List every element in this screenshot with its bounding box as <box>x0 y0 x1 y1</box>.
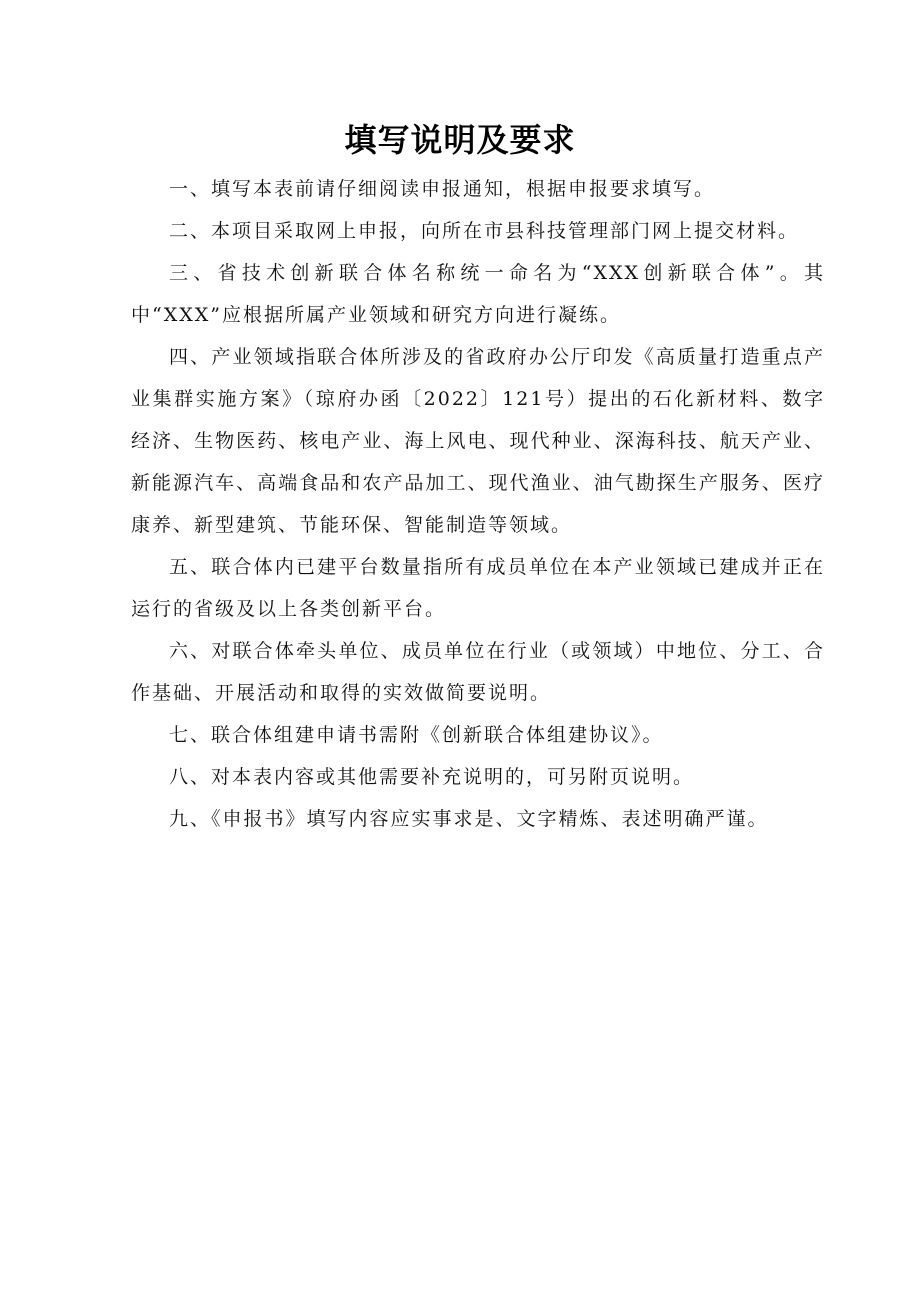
instruction-item-9: 九、《申报书》填写内容应实事求是、文字精炼、表述明确严谨。 <box>169 808 769 830</box>
instruction-item-6: 六、对联合体牵头单位、成员单位在行业（或领域）中地位、分工、合作基础、开展活动和取得的实效做简要说明。 <box>131 640 825 704</box>
page-title: 填写说明及要求 <box>344 121 576 159</box>
instructions-body <box>131 168 825 840</box>
instruction-item-3: 三、省技术创新联合体名称统一命名为“XXX创新联合体”。其中“XXX”应根据所属产业领域和研究方向进行凝练。 <box>131 262 825 326</box>
instruction-item-7: 七、联合体组建申请书需附《创新联合体组建协议》。 <box>169 724 664 746</box>
instruction-item-5: 五、联合体内已建平台数量指所有成员单位在本产业领域已建成并正在运行的省级及以上各类创新平台。 <box>131 556 825 620</box>
instruction-item-1: 一、填写本表前请仔细阅读申报通知，根据申报要求填写。 <box>169 178 716 200</box>
instruction-item-4: 四、产业领域指联合体所涉及的省政府办公厅印发《高质量打造重点产业集群实施方案》（琼府办函〔2022〕121号）提出的石化新材料、数字经济、生物医药、核电产业、海上风电、现代种业、深海科技、航天产业、新能源汽车、高端食品和农产品加工、现代渔业、油气勘探生产服务、医疗康养、新型建筑、节能环保、智能制造等领域。 <box>131 346 825 536</box>
instruction-item-8: 八、对本表内容或其他需要补充说明的，可另附页说明。 <box>169 766 695 788</box>
instruction-item-2: 二、本项目采取网上申报，向所在市县科技管理部门网上提交材料。 <box>169 220 800 242</box>
